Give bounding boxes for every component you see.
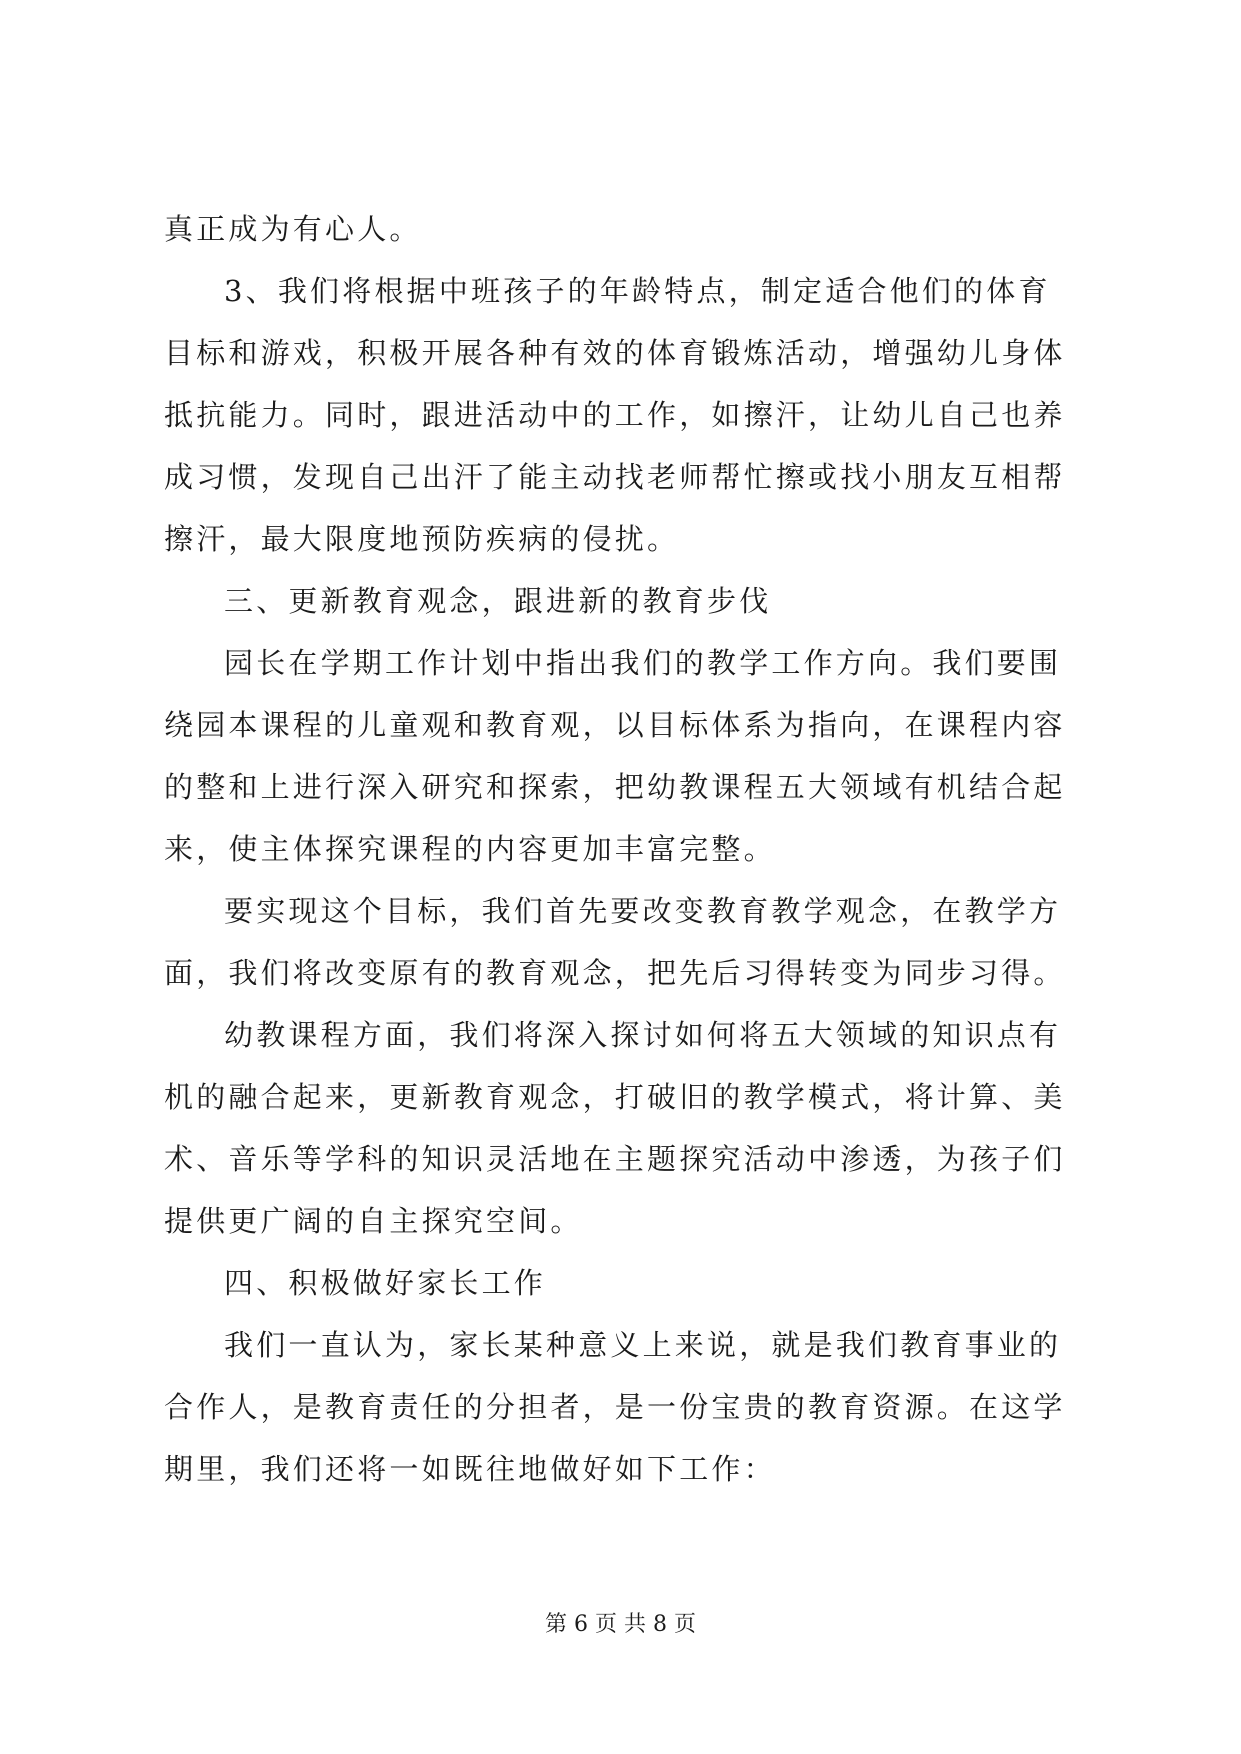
document-body [164,198,1084,1500]
page-number-footer: 第 6 页 共 8 页 [545,1612,696,1637]
text-line: 合作人，是教育责任的分担者，是一份宝贵的教育资源。在这学 [164,1390,1066,1424]
paragraph-first-line: 幼教课程方面，我们将深入探讨如何将五大领域的知识点有 [224,1018,1062,1052]
section-heading: 四、积极做好家长工作 [224,1266,547,1300]
text-line: 绕园本课程的儿童观和教育观，以目标体系为指向，在课程内容 [164,708,1066,742]
paragraph-first-line: 3、我们将根据中班孩子的年龄特点，制定适合他们的体育 [224,274,1051,308]
paragraph-first-line: 我们一直认为，家长某种意义上来说，就是我们教育事业的 [224,1328,1062,1362]
paragraph-first-line: 要实现这个目标，我们首先要改变教育教学观念，在教学方 [224,894,1062,928]
text-line: 机的融合起来，更新教育观念，打破旧的教学模式，将计算、美 [164,1080,1066,1114]
text-line: 的整和上进行深入研究和探索，把幼教课程五大领域有机结合起 [164,770,1066,804]
text-line: 擦汗，最大限度地预防疾病的侵扰。 [164,522,680,556]
text-line: 提供更广阔的自主探究空间。 [164,1204,583,1238]
text-line: 目标和游戏，积极开展各种有效的体育锻炼活动，增强幼儿身体 [164,336,1066,370]
section-heading: 三、更新教育观念，跟进新的教育步伐 [224,584,772,618]
text-line: 成习惯，发现自己出汗了能主动找老师帮忙擦或找小朋友互相帮 [164,460,1066,494]
text-line: 真正成为有心人。 [164,212,422,246]
text-line: 术、音乐等学科的知识灵活地在主题探究活动中渗透，为孩子们 [164,1142,1066,1176]
text-line: 面，我们将改变原有的教育观念，把先后习得转变为同步习得。 [164,956,1066,990]
text-line: 期里，我们还将一如既往地做好如下工作： [164,1452,776,1486]
text-line: 抵抗能力。同时，跟进活动中的工作，如擦汗，让幼儿自己也养 [164,398,1066,432]
paragraph-first-line: 园长在学期工作计划中指出我们的教学工作方向。我们要围 [224,646,1062,680]
text-line: 来，使主体探究课程的内容更加丰富完整。 [164,832,776,866]
